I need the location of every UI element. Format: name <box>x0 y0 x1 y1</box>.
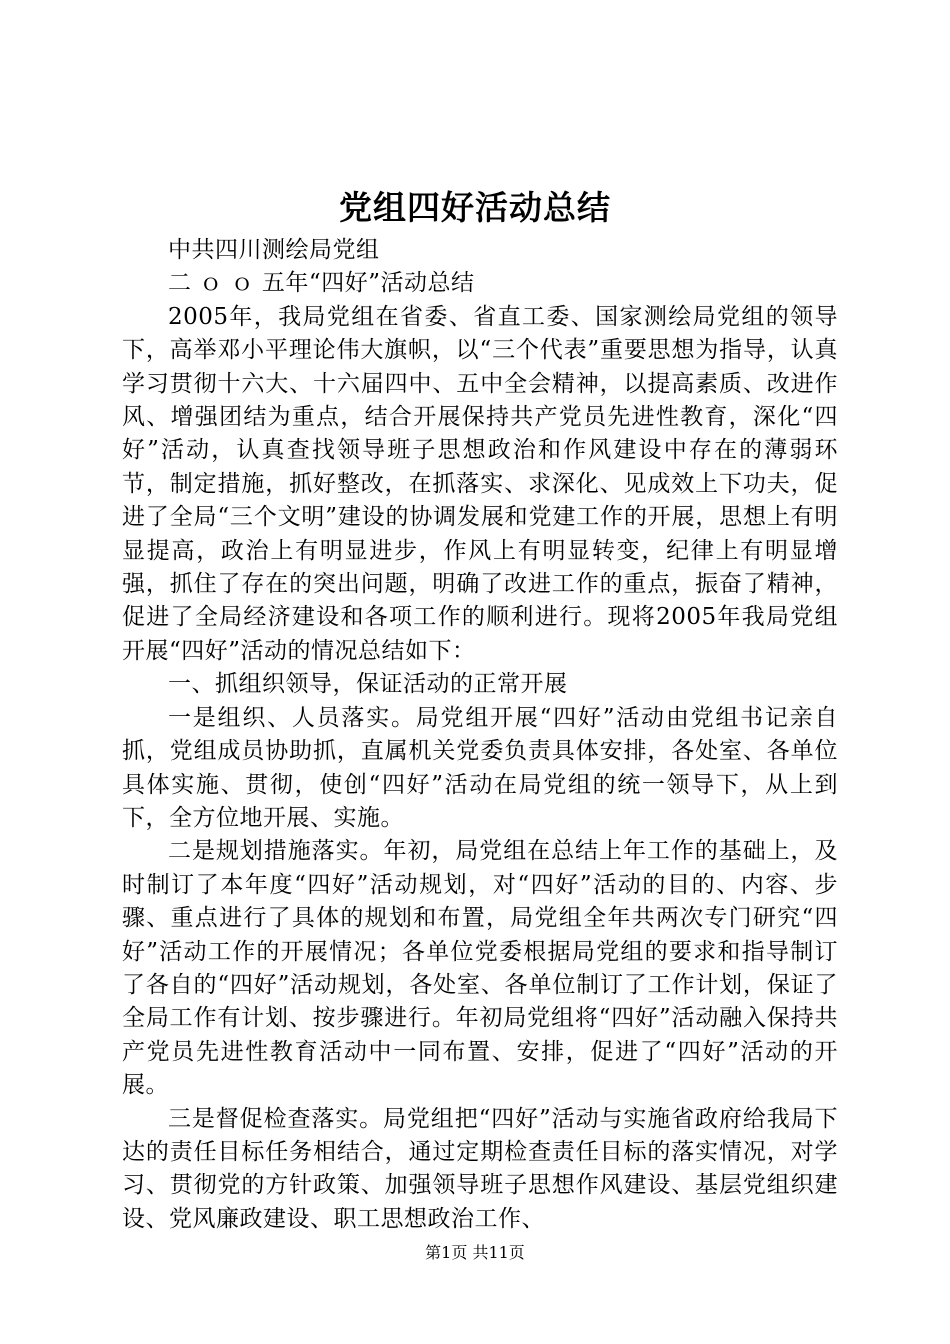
paragraph-intro: 2005年，我局党组在省委、省直工委、国家测绘局党组的领导下，高举邓小平理论伟大旗帜，以“三个代表”重要思想为指导，认真学习贯彻十六大、十六届四中、五中全会精神，以提高素质、改进作风、增强团结为重点，结合开展保持共产党员先进性教育，深化“四好”活动，认真查找领导班子思想政治和作风建设中存在的薄弱环节，制定措施，抓好整改，在抓落实、求深化、见成效上下功夫，促进了全局“三个文明”建设的协调发展和党建工作的开展，思想上有明显提高，政治上有明显进步，作风上有明显转变，纪律上有明显增强，抓住了存在的突出问题，明确了改进工作的重点，振奋了精神，促进了全局经济建设和各项工作的顺利进行。现将2005年我局党组开展“四好”活动的情况总结如下： <box>122 303 838 664</box>
section-heading-1: 一、抓组织领导，保证活动的正常开展 <box>168 671 568 698</box>
document-title: 党组四好活动总结 <box>339 188 611 227</box>
page-footer: 第1页 共11页 <box>425 1243 525 1262</box>
paragraph-organization: 一是组织、人员落实。局党组开展“四好”活动由党组书记亲自抓，党组成员协助抓，直属机关党委负责具体安排，各处室、各单位具体实施、贯彻，使创“四好”活动在局党组的统一领导下，从上到下，全方位地开展、实施。 <box>122 704 838 831</box>
paragraph-issuer: 中共四川测绘局党组 <box>168 237 380 263</box>
document-body <box>122 234 838 1236</box>
paragraph-planning: 二是规划措施落实。年初，局党组在总结上年工作的基础上，及时制订了本年度“四好”活动规划，对“四好”活动的目的、内容、步骤、重点进行了具体的规划和布置，局党组全年共两次专门研究“四好”活动工作的开展情况；各单位党委根据局党组的要求和指导制订了各自的“四好”活动规划，各处室、各单位制订了工作计划，保证了全局工作有计划、按步骤进行。年初局党组将“四好”活动融入保持共产党员先进性教育活动中一同布置、安排，促进了“四好”活动的开展。 <box>122 838 838 1099</box>
paragraph-supervision: 三是督促检查落实。局党组把“四好”活动与实施省政府给我局下达的责任目标任务相结合，通过定期检查责任目标的落实情况，对学习、贯彻党的方针政策、加强领导班子思想作风建设、基层党组织建设、党风廉政建设、职工思想政治工作、 <box>122 1105 838 1232</box>
paragraph-subtitle: 二 ｏ ｏ 五年“四好”活动总结 <box>168 270 475 297</box>
